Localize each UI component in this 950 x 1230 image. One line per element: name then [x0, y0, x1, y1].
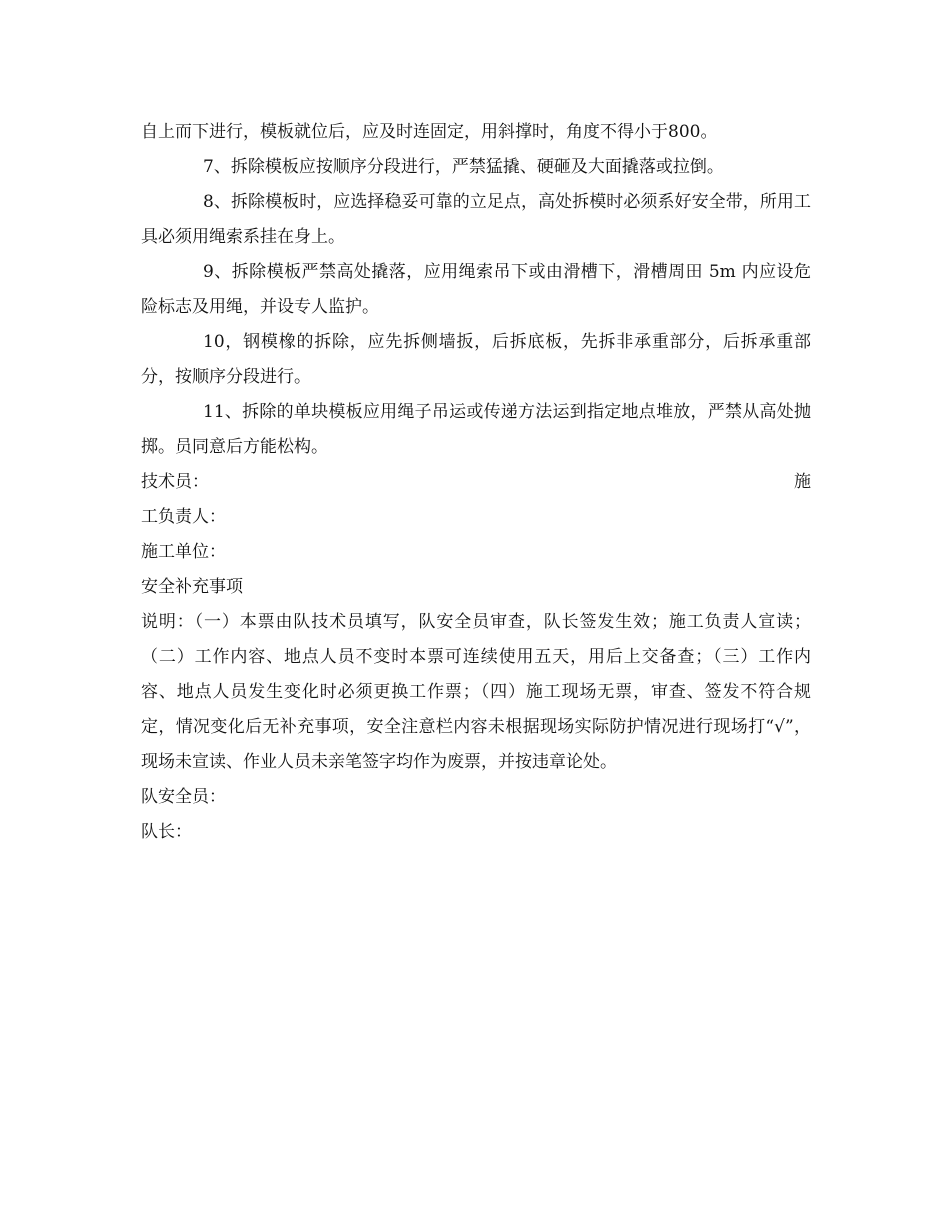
paragraph-item-10: 10，钢模橡的拆除，应先拆侧墙扳，后拆底板，先拆非承重部分，后拆承重部分，按顺序分段进行。 [141, 332, 811, 387]
construction-unit-label: 施工单位： [141, 542, 226, 562]
construction-label-start: 施 [794, 472, 811, 492]
paragraph-item-7: 7、拆除模板应按顺序分段进行，严禁猛撬、硬砸及大面撬落或拉倒。 [203, 157, 724, 177]
technician-label: 技术员： [141, 472, 209, 492]
paragraph-item-8: 8、拆除模板时，应选择稳妥可靠的立足点，高处拆模时必须系好安全带，所用工具必须用绳索系挂在身上。 [141, 192, 811, 247]
paragraph-item-9: 9、拆除模板严禁高处撬落，应用绳索吊下或由滑槽下，滑槽周田 5m 内应设危险标志及用绳，并设专人监护。 [141, 262, 811, 317]
paragraph-item-11: 11、拆除的单块模板应用绳子吊运或传递方法运到指定地点堆放，严禁从高处抛掷。员同意后方能松构。 [141, 402, 811, 457]
signature-row [141, 465, 811, 500]
document-page [141, 115, 811, 850]
team-leader-label: 队长： [141, 822, 192, 842]
paragraph-1: 自上而下进行，模板就位后，应及时连固定，用斜撑时，角度不得小于800。 [141, 122, 718, 142]
safety-supplement-heading: 安全补充事项 [141, 577, 243, 597]
team-safety-officer-label: 队安全员： [141, 787, 226, 807]
construction-lead-label: 工负责人： [141, 507, 226, 527]
note-paragraph: 说明：（一）本票由队技术员填写，队安全员审查，队长签发生效；施工负责人宣读；（二）工作内容、地点人员不变时本票可连续使用五天，用后上交备查；（三）工作内容、地点人员发生变化时必须更换工作票；（四）施工现场无票，审查、签发不符合规定，情况变化后无补充事项，安全注意栏内容未根据现场实际防护情况进行现场打“√”，现场未宣读、作业人员未亲笔签字均作为废票，并按违章论处。 [141, 612, 811, 772]
